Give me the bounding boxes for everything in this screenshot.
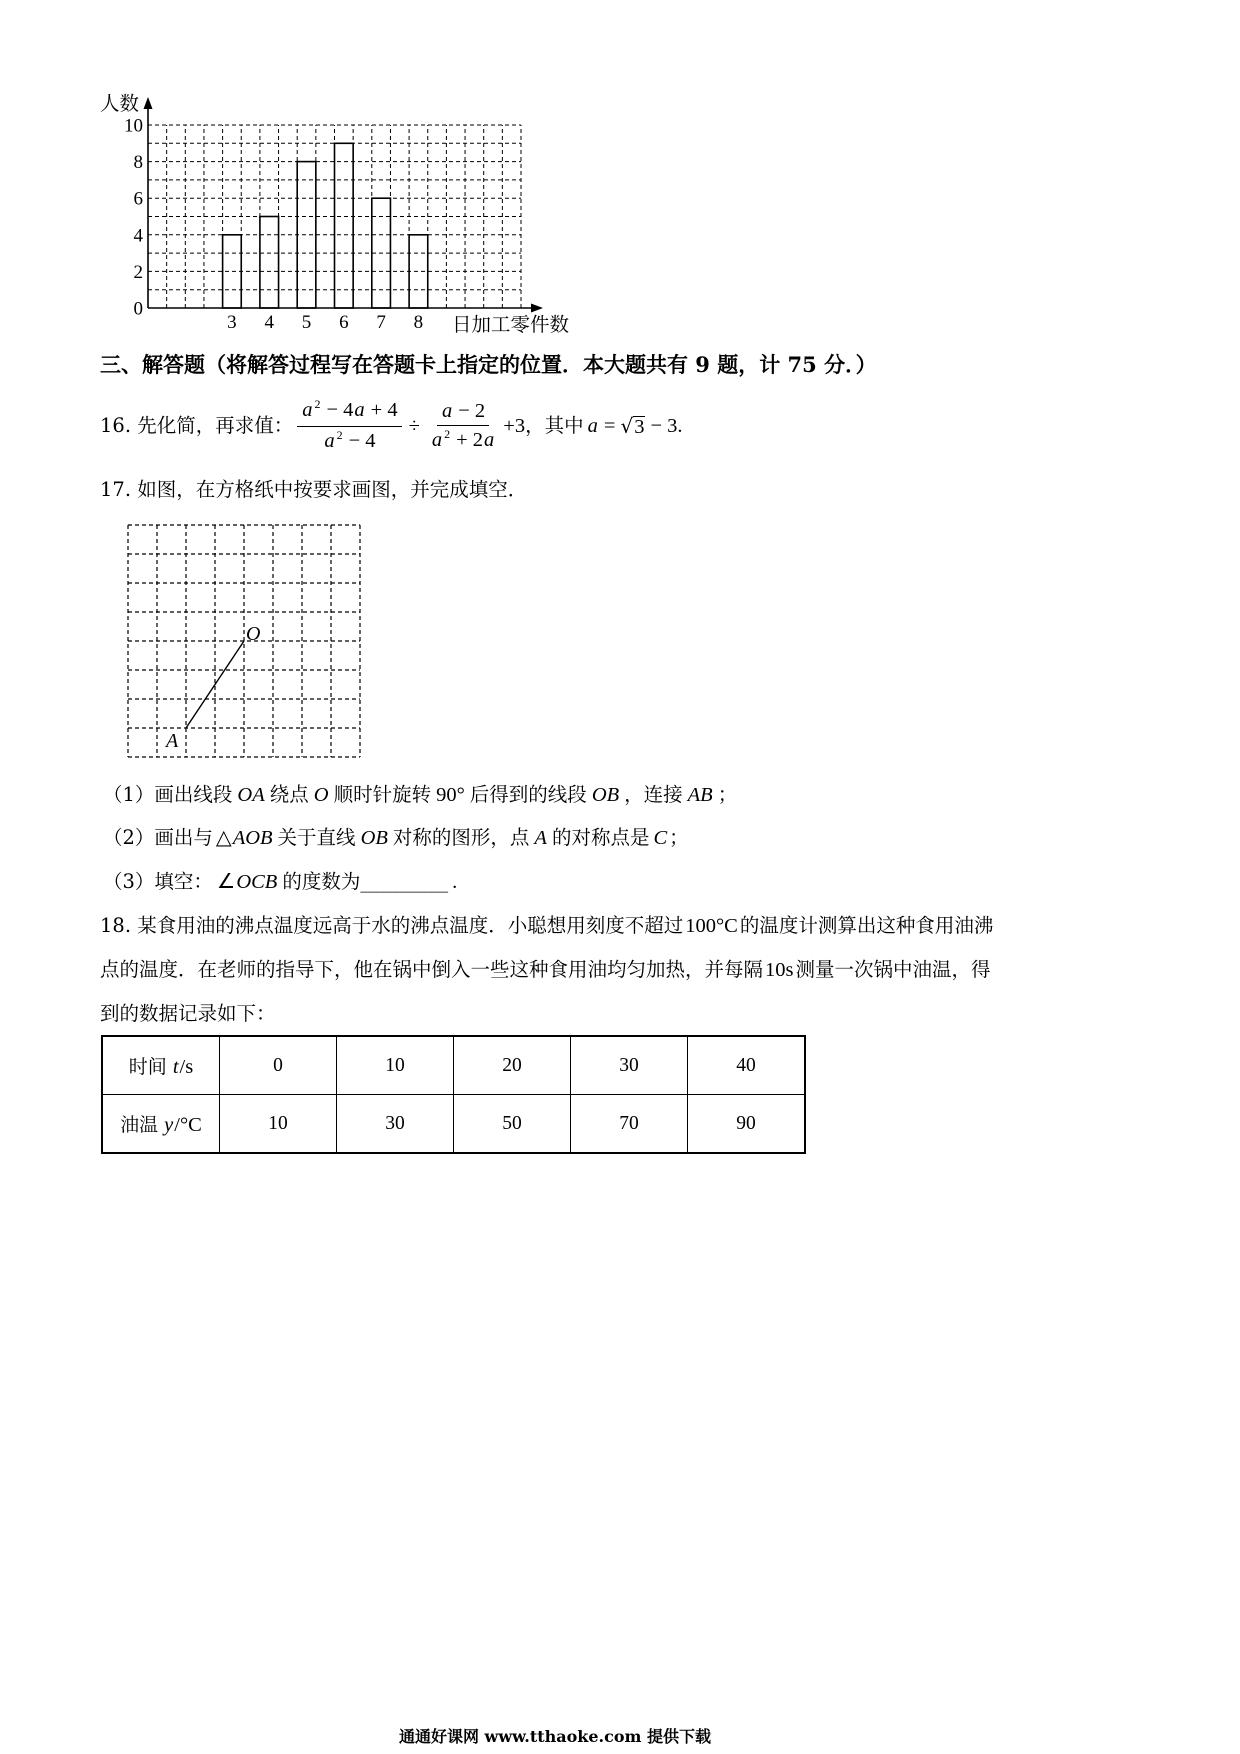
table-cell: 10 bbox=[220, 1095, 337, 1154]
triangle-icon: △ bbox=[215, 827, 232, 849]
q18-text: 的温度计测算出这种食用油沸 bbox=[739, 914, 994, 937]
y-tick-labels bbox=[124, 116, 144, 320]
unit: /°C bbox=[174, 1114, 202, 1136]
exponent: 2 bbox=[444, 426, 451, 441]
q17-part-1 bbox=[103, 785, 737, 805]
y-tick-label-10: 10 bbox=[124, 115, 143, 137]
table-row-time bbox=[102, 1036, 805, 1095]
variable-y: y bbox=[164, 1114, 174, 1136]
y-axis-label: 人数 bbox=[100, 92, 140, 115]
sqrt-icon: √ bbox=[620, 414, 634, 438]
row-header-temperature bbox=[102, 1095, 220, 1154]
q18-line-1 bbox=[100, 916, 993, 936]
q17-part2-text: 的对称点是 bbox=[551, 826, 650, 849]
square-grid-figure bbox=[110, 515, 380, 765]
x-tick-label-3: 3 bbox=[227, 312, 237, 333]
variable-a: a bbox=[354, 398, 365, 421]
question-17-intro: 17. 如图，在方格纸中按要求画图，并完成填空． bbox=[100, 478, 528, 501]
condition-prefix: ，其中 bbox=[525, 414, 584, 437]
bar-4 bbox=[260, 217, 279, 309]
table-cell: 70 bbox=[571, 1095, 688, 1154]
variable-a: a bbox=[431, 428, 443, 451]
q16-prompt: 16. 先化简，再求值： bbox=[100, 414, 294, 437]
table-cell: 50 bbox=[454, 1095, 571, 1154]
math-C: C bbox=[653, 827, 668, 849]
sentence-end: . bbox=[677, 415, 683, 437]
exponent: 2 bbox=[314, 396, 321, 411]
x-tick-label-6: 6 bbox=[339, 312, 349, 333]
row-header-label: 油温 bbox=[120, 1114, 159, 1136]
math-AOB: AOB bbox=[232, 827, 273, 849]
x-axis-label: 日加工零件数 bbox=[452, 313, 570, 336]
plus-three: +3 bbox=[503, 415, 526, 437]
q17-part-3 bbox=[103, 872, 457, 892]
q17-part3-text: （3）填空： bbox=[103, 870, 213, 893]
fraction-2-numerator bbox=[437, 400, 489, 426]
q17-part2-text: （2）画出与 bbox=[103, 826, 213, 849]
math-OB: OB bbox=[360, 827, 388, 849]
x-tick-label-7: 7 bbox=[376, 312, 386, 333]
y-tick-label-2: 2 bbox=[133, 261, 143, 283]
y-tick-label-8: 8 bbox=[133, 152, 143, 174]
term: + 2 bbox=[456, 428, 484, 451]
math-90-degrees: 90° bbox=[436, 784, 465, 806]
x-axis-arrow-icon bbox=[531, 304, 543, 313]
term: + 4 bbox=[370, 398, 398, 421]
table-cell: 20 bbox=[454, 1036, 571, 1095]
y-tick-label-4: 4 bbox=[133, 225, 143, 247]
section-heading: 三、解答题（将解答过程写在答题卡上指定的位置．本大题共有 9 题，计 75 分．） bbox=[100, 352, 877, 377]
bar-5 bbox=[297, 162, 316, 308]
x-tick-label-4: 4 bbox=[264, 312, 274, 333]
question-16 bbox=[100, 394, 683, 458]
math-O: O bbox=[313, 784, 329, 806]
math-OCB: OCB bbox=[236, 871, 278, 893]
footer: 通通好课网 www.tthaoke.com 提供下载 bbox=[398, 1727, 712, 1746]
table-row-temperature bbox=[102, 1095, 805, 1154]
exponent: 2 bbox=[336, 427, 343, 442]
x-tick-labels bbox=[227, 312, 423, 333]
variable-a: a bbox=[484, 428, 495, 451]
variable-a: a bbox=[324, 429, 335, 452]
q17-part1-text: 顺时针旋转 bbox=[333, 783, 432, 806]
term: − 4 bbox=[326, 398, 354, 421]
x-tick-label-5: 5 bbox=[301, 312, 312, 333]
q17-part-2 bbox=[103, 828, 689, 848]
q18-text: 点的温度．在老师的指导下，他在锅中倒入一些这种食用油均匀加热，并每隔 bbox=[100, 958, 764, 981]
math-OB: OB bbox=[591, 784, 620, 806]
term: − 2 bbox=[458, 399, 486, 422]
math-OA: OA bbox=[237, 784, 265, 806]
bar-chart bbox=[0, 0, 620, 345]
math-10-seconds: 10s bbox=[765, 959, 794, 981]
q17-part1-text: （1）画出线段 bbox=[103, 783, 233, 806]
fraction-1-numerator bbox=[297, 396, 401, 427]
variable-a: a bbox=[441, 399, 453, 422]
table-cell: 0 bbox=[220, 1036, 337, 1095]
q17-part2-text: ； bbox=[669, 826, 689, 849]
bar-6 bbox=[335, 143, 354, 308]
y-axis-arrow-icon bbox=[144, 97, 153, 109]
y-tick-label-0: 0 bbox=[133, 298, 143, 320]
q18-line-2 bbox=[100, 960, 991, 980]
table-cell: 40 bbox=[688, 1036, 806, 1095]
chart-bars bbox=[223, 143, 428, 308]
equals-sign: = bbox=[603, 415, 616, 437]
q17-part2-text: 对称的图形，点 bbox=[392, 826, 530, 849]
x-tick-label-8: 8 bbox=[413, 312, 424, 333]
division-sign: ÷ bbox=[408, 415, 420, 437]
table-cell: 10 bbox=[337, 1036, 454, 1095]
q17-part1-text: 绕点 bbox=[269, 783, 309, 806]
q18-text: 18. 某食用油的沸点温度远高于水的沸点温度．小聪想用刻度不超过 bbox=[100, 914, 684, 937]
q17-part1-text: 后得到的线段 bbox=[469, 783, 587, 806]
row-header-label: 时间 bbox=[128, 1056, 167, 1078]
condition-tail: − 3 bbox=[650, 415, 678, 437]
q18-line-3: 到的数据记录如下： bbox=[100, 1002, 276, 1025]
data-table bbox=[101, 1035, 806, 1154]
table-cell: 30 bbox=[337, 1095, 454, 1154]
q17-part2-text: 关于直线 bbox=[277, 826, 356, 849]
answer-blank: _________ bbox=[360, 870, 449, 893]
q17-part3-text: 的度数为 bbox=[282, 870, 361, 893]
variable-a: a bbox=[302, 398, 313, 421]
table-cell: 90 bbox=[688, 1095, 806, 1154]
fraction-2-denominator bbox=[427, 426, 499, 453]
fraction-2 bbox=[427, 400, 499, 453]
unit: /s bbox=[179, 1056, 194, 1078]
q17-part1-text: ，连接 bbox=[624, 783, 683, 806]
sentence-end: . bbox=[452, 871, 458, 893]
math-100-celsius: 100°C bbox=[685, 915, 738, 937]
condition-variable: a bbox=[587, 415, 598, 437]
table-cell: 30 bbox=[571, 1036, 688, 1095]
point-O-label: O bbox=[246, 623, 261, 645]
radicand: 3 bbox=[634, 415, 645, 438]
fraction-1 bbox=[297, 396, 401, 454]
point-A-label: A bbox=[166, 730, 179, 752]
angle-icon: ∠ bbox=[216, 871, 236, 893]
fraction-1-denominator bbox=[319, 427, 379, 454]
term: − 4 bbox=[348, 429, 376, 452]
variable-t: t bbox=[172, 1056, 179, 1078]
q18-text: 测量一次锅中油温，得 bbox=[795, 958, 991, 981]
q17-part1-text: ； bbox=[717, 783, 738, 806]
y-tick-label-6: 6 bbox=[133, 188, 143, 210]
math-AB: AB bbox=[687, 784, 713, 806]
row-header-time bbox=[102, 1036, 220, 1095]
math-A: A bbox=[534, 827, 547, 849]
